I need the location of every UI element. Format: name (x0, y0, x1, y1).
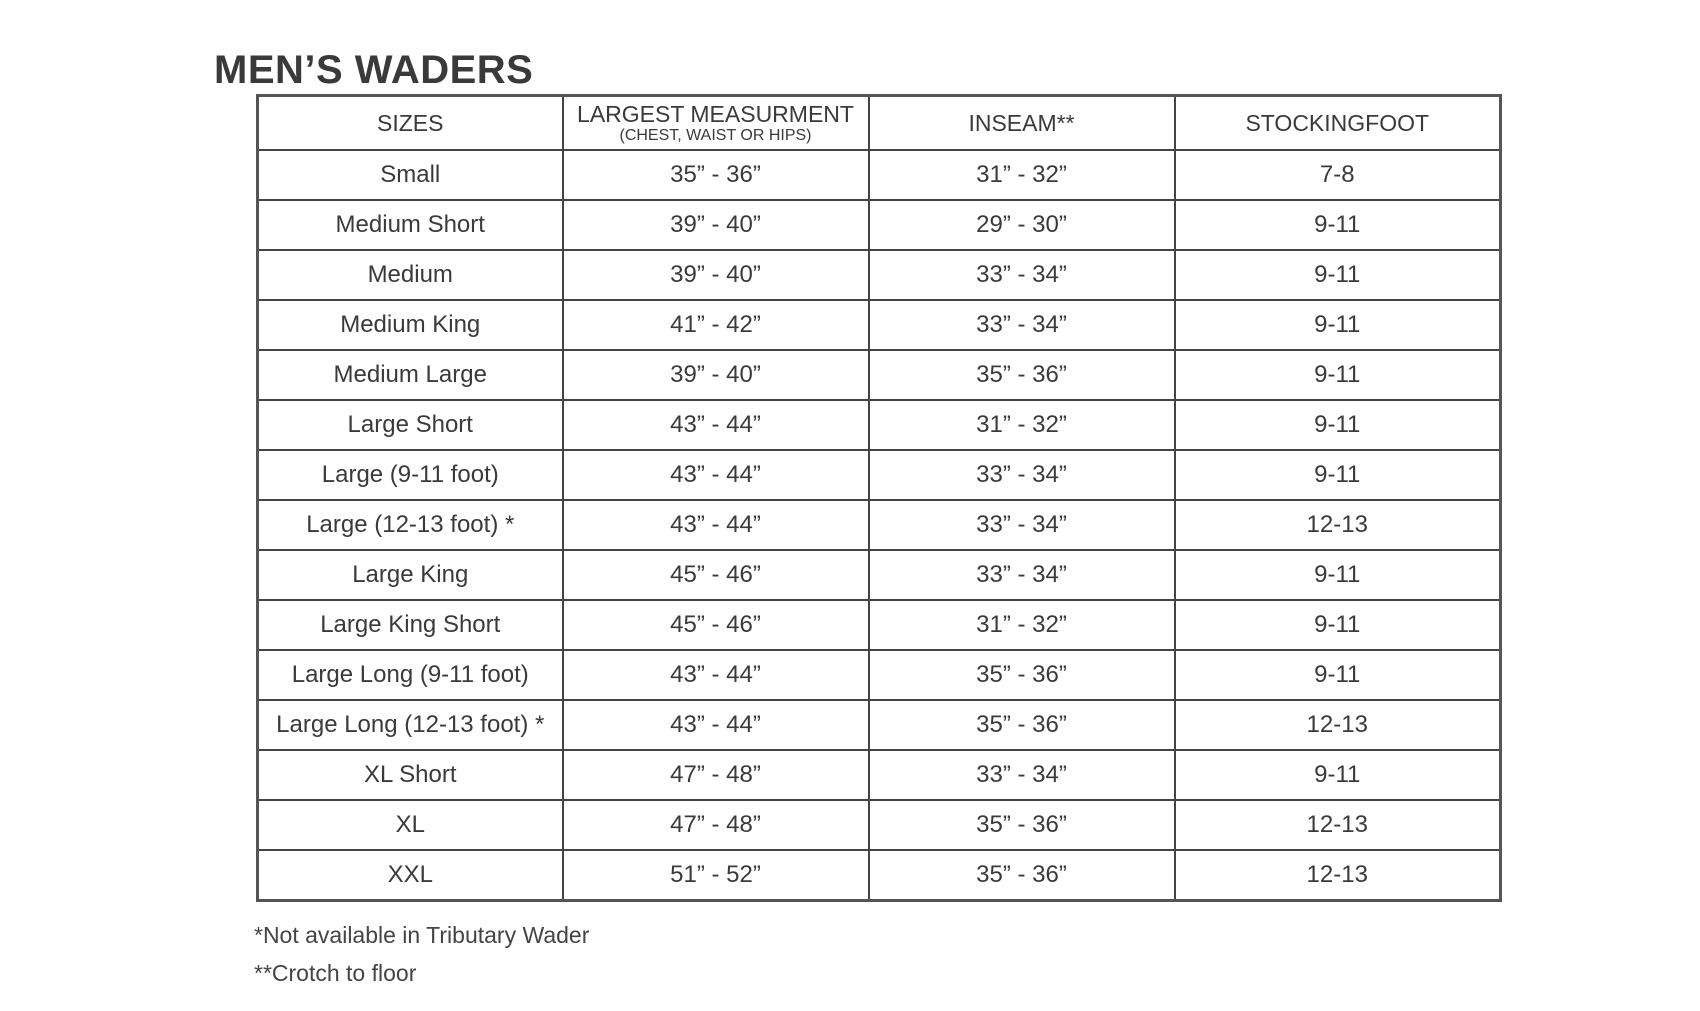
cell-size: Large King Short (258, 600, 563, 650)
table-row (258, 700, 1501, 750)
cell-inseam: 35” - 36” (869, 700, 1175, 750)
cell-size: Medium King (258, 300, 563, 350)
cell-inseam: 35” - 36” (869, 800, 1175, 850)
table-row (258, 500, 1501, 550)
cell-inseam: 33” - 34” (869, 750, 1175, 800)
cell-size: Large King (258, 550, 563, 600)
table-row (258, 650, 1501, 700)
cell-measurement: 39” - 40” (563, 350, 869, 400)
cell-measurement: 39” - 40” (563, 250, 869, 300)
header-row (258, 96, 1501, 151)
table-row (258, 400, 1501, 450)
page-title: MEN’S WADERS (214, 48, 534, 92)
cell-stockingfoot: 12-13 (1175, 850, 1501, 901)
cell-measurement: 51” - 52” (563, 850, 869, 901)
cell-stockingfoot: 7-8 (1175, 150, 1501, 200)
cell-stockingfoot: 9-11 (1175, 550, 1501, 600)
cell-measurement: 43” - 44” (563, 650, 869, 700)
cell-size: XXL (258, 850, 563, 901)
cell-inseam: 31” - 32” (869, 150, 1175, 200)
cell-stockingfoot: 9-11 (1175, 600, 1501, 650)
cell-size: Large (9-11 foot) (258, 450, 563, 500)
cell-size: Small (258, 150, 563, 200)
cell-stockingfoot: 12-13 (1175, 700, 1501, 750)
cell-measurement: 45” - 46” (563, 600, 869, 650)
cell-inseam: 33” - 34” (869, 250, 1175, 300)
header-sizes-label: SIZES (377, 110, 444, 136)
cell-stockingfoot: 9-11 (1175, 650, 1501, 700)
size-rows (258, 150, 1501, 901)
header-sizes (258, 96, 563, 151)
cell-inseam: 31” - 32” (869, 600, 1175, 650)
header-stockingfoot (1175, 96, 1501, 151)
cell-stockingfoot: 9-11 (1175, 450, 1501, 500)
cell-inseam: 35” - 36” (869, 650, 1175, 700)
cell-measurement: 41” - 42” (563, 300, 869, 350)
size-chart-table (256, 94, 1502, 902)
cell-inseam: 29” - 30” (869, 200, 1175, 250)
footnote-availability: *Not available in Tributary Wader (254, 922, 590, 948)
cell-measurement: 43” - 44” (563, 500, 869, 550)
cell-measurement: 43” - 44” (563, 450, 869, 500)
table-row (258, 450, 1501, 500)
table-row (258, 800, 1501, 850)
header-measurement-label: LARGEST MEASURMENT (577, 101, 854, 127)
table-row (258, 200, 1501, 250)
cell-stockingfoot: 9-11 (1175, 300, 1501, 350)
table-row (258, 750, 1501, 800)
cell-size: Large (12-13 foot) * (258, 500, 563, 550)
cell-measurement: 39” - 40” (563, 200, 869, 250)
cell-stockingfoot: 9-11 (1175, 200, 1501, 250)
cell-size: Large Long (12-13 foot) * (258, 700, 563, 750)
header-inseam (869, 96, 1175, 151)
cell-size: Medium (258, 250, 563, 300)
cell-inseam: 33” - 34” (869, 300, 1175, 350)
cell-size: Medium Short (258, 200, 563, 250)
table-row (258, 150, 1501, 200)
cell-measurement: 43” - 44” (563, 400, 869, 450)
cell-stockingfoot: 9-11 (1175, 750, 1501, 800)
cell-inseam: 33” - 34” (869, 550, 1175, 600)
cell-measurement: 47” - 48” (563, 800, 869, 850)
cell-stockingfoot: 9-11 (1175, 400, 1501, 450)
cell-stockingfoot: 12-13 (1175, 500, 1501, 550)
cell-size: XL Short (258, 750, 563, 800)
header-measurement-sublabel: (CHEST, WAIST OR HIPS) (619, 127, 812, 144)
table-row (258, 600, 1501, 650)
cell-size: Large Long (9-11 foot) (258, 650, 563, 700)
table-row (258, 550, 1501, 600)
cell-measurement: 47” - 48” (563, 750, 869, 800)
cell-size: XL (258, 800, 563, 850)
cell-stockingfoot: 9-11 (1175, 250, 1501, 300)
header-measurement (563, 96, 869, 151)
header-inseam-label: INSEAM** (968, 110, 1075, 136)
cell-inseam: 33” - 34” (869, 450, 1175, 500)
header-stockingfoot-label: STOCKINGFOOT (1245, 110, 1430, 136)
cell-measurement: 43” - 44” (563, 700, 869, 750)
cell-size: Medium Large (258, 350, 563, 400)
cell-inseam: 31” - 32” (869, 400, 1175, 450)
cell-inseam: 35” - 36” (869, 350, 1175, 400)
cell-measurement: 35” - 36” (563, 150, 869, 200)
cell-size: Large Short (258, 400, 563, 450)
cell-inseam: 33” - 34” (869, 500, 1175, 550)
table-row (258, 250, 1501, 300)
table-row (258, 300, 1501, 350)
cell-stockingfoot: 9-11 (1175, 350, 1501, 400)
footnote-inseam: **Crotch to floor (254, 960, 417, 986)
cell-stockingfoot: 12-13 (1175, 800, 1501, 850)
table-row (258, 350, 1501, 400)
cell-inseam: 35” - 36” (869, 850, 1175, 901)
cell-measurement: 45” - 46” (563, 550, 869, 600)
table-row (258, 850, 1501, 901)
